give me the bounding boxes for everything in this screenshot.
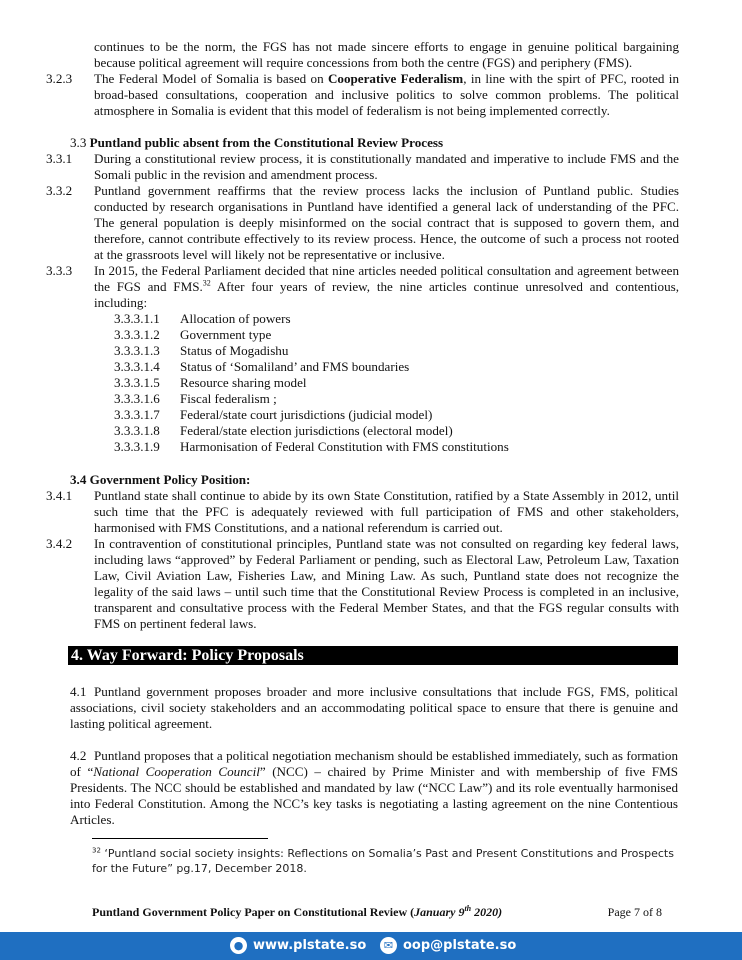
paragraph-number: 3.4.2 (46, 536, 73, 551)
email-icon: ✉ (380, 937, 397, 954)
paragraph-text: Puntland government proposes broader and more inclusive consultations that include FGS, FMS, political associations, civil society stakeholders and an accommodating political space to ensure that there is genuine and lasting political agreement. (70, 684, 678, 731)
page-number: Page 7 of 8 (607, 905, 662, 919)
paragraph-number: 3.3.1 (46, 151, 73, 166)
council-name: National Cooperation Council (93, 764, 260, 779)
footnote-ref: 32 (202, 278, 211, 288)
paragraph-text: The Federal Model of Somalia is based on Cooperative Federalism, in line with the spirt of PFC, rooted in broad-based consultations, cooperation and inclusive politics to solve common problems. The political atmosphere in Somalia is evident that this model of federalism is not being implemented correctly. (94, 71, 679, 118)
paragraph-continuation: continues to be the norm, the FGS has not made sincere efforts to engage in genuine political bargaining because political agreement will require concessions from both the centre (FGS) and periphery (FMS). (94, 39, 679, 70)
page-footer: Puntland Government Policy Paper on Constitutional Review (January 9th 2020) (92, 904, 503, 919)
paragraph-number: 3.2.3 (46, 71, 73, 86)
paragraph-number: 4.2 (70, 748, 87, 763)
list-item: 3.3.3.1.8 Federal/state election jurisdictions (electoral model) (114, 423, 453, 438)
paragraph-3-2-3 (46, 71, 679, 119)
footnote-rule (92, 838, 268, 839)
contact-band (0, 932, 742, 960)
section-heading-3-3: 3.3 Puntland public absent from the Constitutional Review Process (70, 135, 444, 150)
section-4-heading-bar: 4. Way Forward: Policy Proposals (68, 646, 678, 665)
paragraph-number: 3.3.2 (46, 183, 73, 198)
globe-icon: ● (230, 937, 247, 954)
paragraph-number: 4.1 (70, 684, 87, 699)
contentious-articles-list (114, 311, 674, 455)
list-item: 3.3.3.1.6 Fiscal federalism ; (114, 391, 277, 406)
paragraph-number: 3.4.1 (46, 488, 73, 503)
paragraph-text: During a constitutional review process, it is constitutionally mandated and imperative to include FMS and the Somali public in the revision and amendment process. (94, 151, 679, 182)
footnote: $^{32}$ ‘Puntland social society insights: Reflections on Somalia’s Past and Present Constitutions and Prospects for the Future” pg.17, December 2018. (92, 846, 674, 875)
list-item: 3.3.3.1.9 Harmonisation of Federal Constitution with FMS constitutions (114, 439, 509, 454)
list-item: 3.3.3.1.7 Federal/state court jurisdictions (judicial model) (114, 407, 433, 422)
paragraph-text: Puntland government reaffirms that the review process lacks the inclusion of Puntland public. Studies conducted by research organisations in Puntland have identified a general lack of understanding of the PFC. The general population is deeply misinformed on the social contract that is supposed to govern them, and therefore, cannot contribute effectively to its review process. Hence, the outcome of such a process not rooted at the grassroots level will likely not be representative or inclusive. (94, 183, 679, 262)
website-link[interactable] (230, 937, 366, 954)
list-item: 3.3.3.1.5 Resource sharing model (114, 375, 307, 390)
paragraph-text: Puntland state shall continue to abide by its own State Constitution, ratified by a State Assembly in 2012, until such time that the PFC is adequately reviewed with full participation of FMS and other stakeholders, harmonised with FMS Constitutions, and a national referendum is carried out. (94, 488, 679, 535)
list-item: 3.3.3.1.4 Status of ‘Somaliland’ and FMS boundaries (114, 359, 410, 374)
email-link[interactable] (380, 937, 516, 954)
paragraph-4-2: 4.2 Puntland proposes that a political negotiation mechanism should be established immediately, such as formation of “National Cooperation Council” (NCC) – chaired by Prime Minister and with membership of five FMS Presidents. The NCC should be established and mandated by law (“NCC Law”) and its role eventually harmonised into Federal Constitution. Among the NCC’s key tasks is negotiating a lasting agreement on the nine Contentious Articles. (70, 748, 678, 827)
list-item: 3.3.3.1.3 Status of Mogadishu (114, 343, 289, 358)
list-item: 3.3.3.1.1 Allocation of powers (114, 311, 291, 326)
list-item: 3.3.3.1.2 Government type (114, 327, 272, 342)
paragraph-number: 3.3.3 (46, 263, 73, 278)
paragraph-text: In contravention of constitutional principles, Puntland state was not consulted on regarding key federal laws, including laws “approved” by Federal Parliament or pending, such as Electoral Law, Petroleum Law, Taxation Law, Civil Aviation Law, Fisheries Law, and Mining Law. As such, Puntland state does not recognize the legality of the said laws – until such time that the Constitutional Review Process is completed in an inclusive, transparent and consultative process with the Federal Member States, and that the FGS regular consults with FMS on pertinent federal laws. (94, 536, 679, 631)
website-text: www.plstate.so (253, 937, 367, 953)
paragraph-text: In 2015, the Federal Parliament decided that nine articles needed political consultation and agreement between the FGS and FMS.$^{32}$ After four years of review, the nine articles continue unresolved and contentious, including: (94, 263, 679, 310)
section-heading-3-4: 3.4 Government Policy Position: (70, 472, 251, 487)
paragraph-4-1 (70, 684, 678, 732)
email-text: oop@plstate.so (403, 937, 517, 953)
